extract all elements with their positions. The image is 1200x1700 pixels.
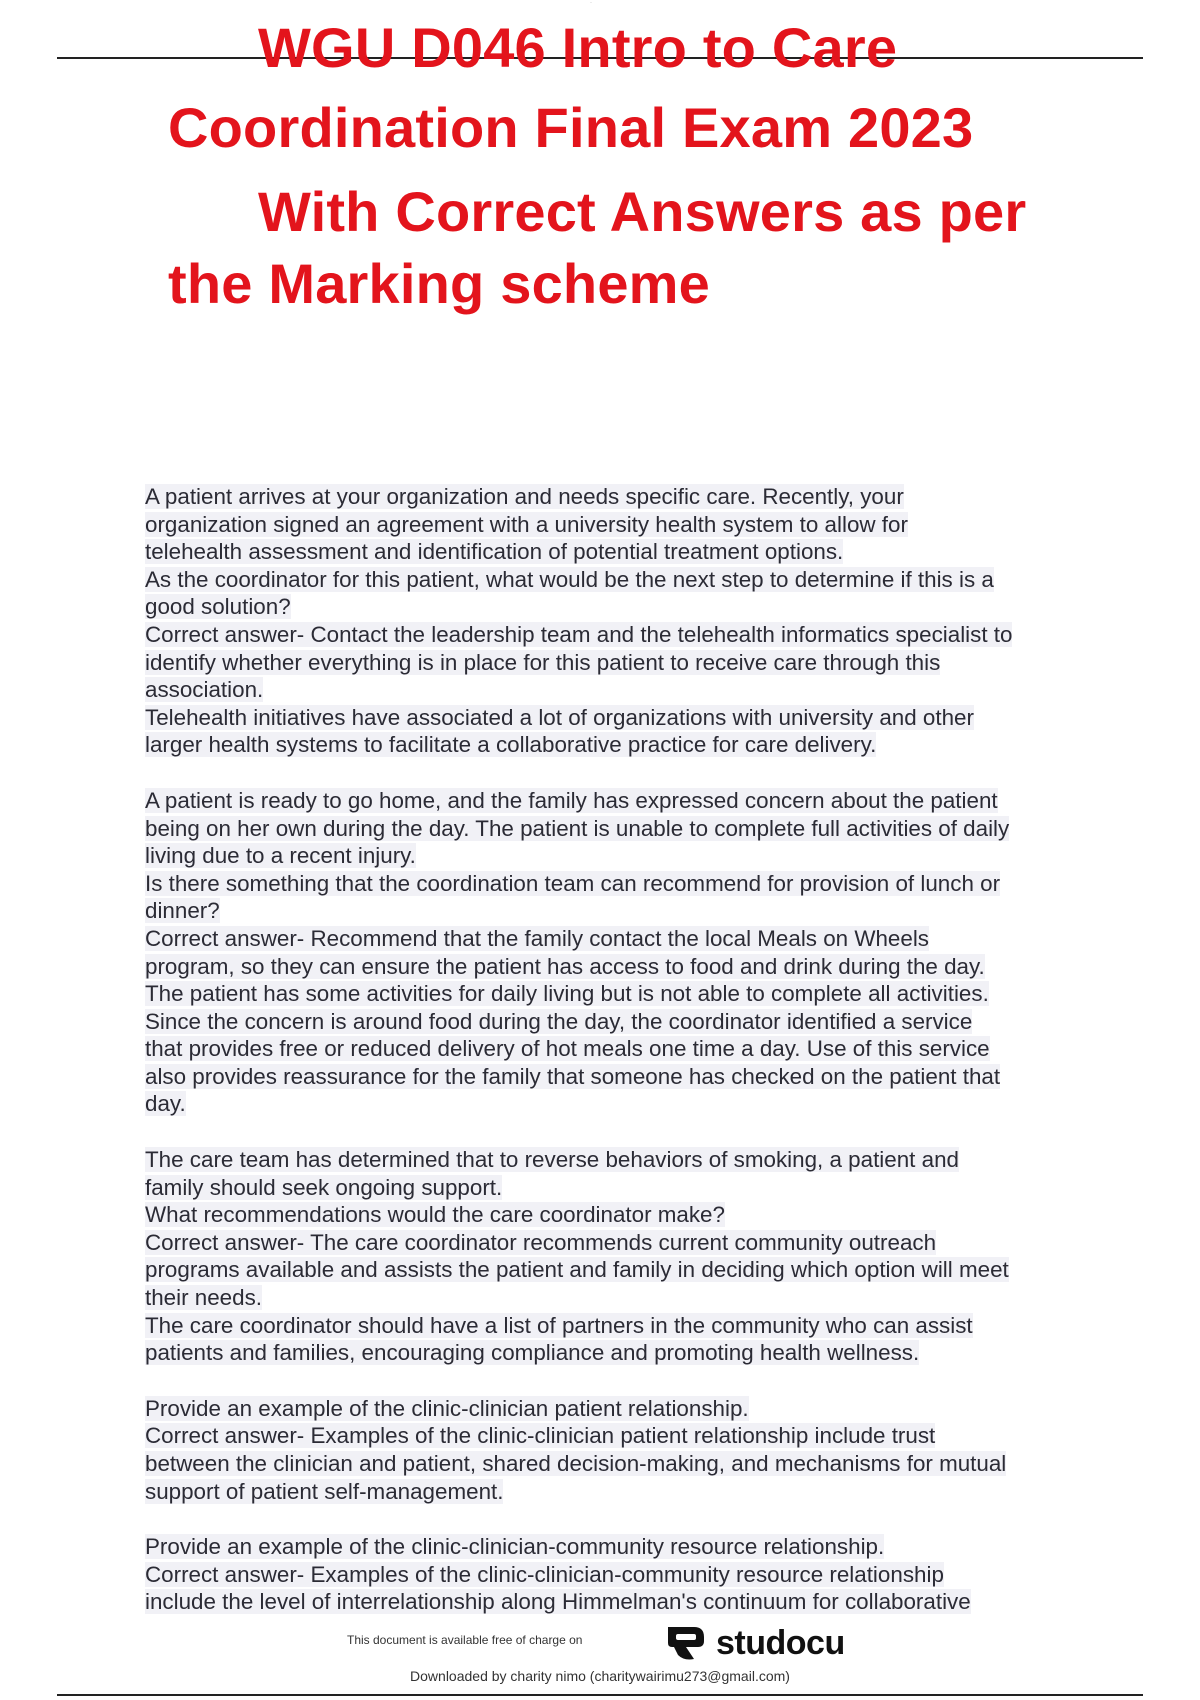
qa-item	[145, 1533, 1085, 1616]
qa-line-text: patients and families, encouraging compliance and promoting health wellness.	[145, 1340, 920, 1366]
qa-line	[145, 704, 1085, 732]
qa-line	[145, 676, 1085, 704]
qa-line-text: telehealth assessment and identification of potential treatment options.	[145, 539, 844, 565]
qa-line	[145, 1146, 1085, 1174]
qa-line	[145, 1478, 1085, 1506]
qa-line-text: family should seek ongoing support.	[145, 1174, 503, 1200]
qa-item	[145, 787, 1085, 1118]
qa-item	[145, 1395, 1085, 1505]
qa-line	[145, 1533, 1085, 1561]
qa-line	[145, 566, 1085, 594]
qa-line	[145, 1312, 1085, 1340]
title-line-3: With Correct Answers as per	[258, 180, 1027, 243]
qa-line	[145, 870, 1085, 898]
qa-line-text: The care team has determined that to reverse behaviors of smoking, a patient and	[145, 1147, 959, 1173]
qa-line	[145, 483, 1085, 511]
qa-line	[145, 731, 1085, 759]
qa-line	[145, 1174, 1085, 1202]
qa-line	[145, 1450, 1085, 1478]
qa-line-text: As the coordinator for this patient, what would be the next step to determine if this is a	[145, 566, 994, 592]
title-line-2: Coordination Final Exam 2023	[168, 96, 974, 159]
qa-line-text: living due to a recent injury.	[145, 843, 416, 869]
qa-line-text: Correct answer- Examples of the clinic-clinician-community resource relationship	[145, 1561, 944, 1587]
qa-line	[145, 1063, 1085, 1091]
qa-line	[145, 593, 1085, 621]
qa-line	[145, 1588, 1085, 1616]
qa-line	[145, 1229, 1085, 1257]
footer-rule	[57, 1694, 1143, 1696]
qa-line-text: Provide an example of the clinic-clinician-community resource relationship.	[145, 1534, 885, 1560]
qa-line	[145, 1008, 1085, 1036]
qa-line-text: being on her own during the day. The patient is unable to complete full activities of daily	[145, 815, 1010, 841]
qa-line	[145, 1090, 1085, 1118]
availability-note: This document is available free of charge on	[347, 1633, 583, 1647]
studocu-wordmark: studocu	[716, 1623, 845, 1662]
qa-line	[145, 1284, 1085, 1312]
qa-item	[145, 1146, 1085, 1367]
qa-item	[145, 483, 1085, 759]
qa-line	[145, 621, 1085, 649]
qa-line-text: program, so they can ensure the patient has access to food and drink during the day.	[145, 953, 985, 979]
qa-line-text: larger health systems to facilitate a collaborative practice for care delivery.	[145, 732, 877, 758]
page-top-mark: ·	[590, 0, 592, 6]
qa-line-text: Since the concern is around food during the day, the coordinator identified a service	[145, 1008, 973, 1034]
qa-line	[145, 511, 1085, 539]
qa-line-text: good solution?	[145, 594, 291, 620]
downloaded-by-note: Downloaded by charity nimo (charitywairimu273@gmail.com)	[410, 1668, 790, 1684]
qa-line-text: Correct answer- Recommend that the family contact the local Meals on Wheels	[145, 925, 930, 951]
qa-line	[145, 1035, 1085, 1063]
qa-line-text: Is there something that the coordination team can recommend for provision of lunch or	[145, 870, 1001, 896]
qa-line-text: that provides free or reduced delivery of hot meals one time a day. Use of this service	[145, 1036, 990, 1062]
qa-line-text: dinner?	[145, 898, 220, 924]
qa-line-text: A patient arrives at your organization and needs specific care. Recently, your	[145, 484, 904, 509]
qa-line	[145, 953, 1085, 981]
qa-content	[145, 483, 1085, 1644]
qa-line	[145, 815, 1085, 843]
studocu-brand[interactable]	[664, 1623, 845, 1663]
qa-line	[145, 1256, 1085, 1284]
qa-line-text: association.	[145, 677, 264, 703]
qa-line-text: programs available and assists the patient and family in deciding which option will meet	[145, 1257, 1009, 1283]
qa-line-text: identify whether everything is in place for this patient to receive care through this	[145, 649, 941, 675]
qa-line-text: Correct answer- Examples of the clinic-clinician patient relationship include trust	[145, 1423, 936, 1449]
qa-line-text: day.	[145, 1091, 186, 1117]
qa-line	[145, 1201, 1085, 1229]
qa-line	[145, 1395, 1085, 1423]
qa-line-text: support of patient self-management.	[145, 1478, 504, 1504]
title-line-4: the Marking scheme	[168, 252, 710, 315]
qa-line-text: organization signed an agreement with a university health system to allow for	[145, 511, 908, 537]
studocu-logo-icon	[664, 1623, 708, 1663]
document-title	[168, 8, 1128, 324]
qa-line	[145, 842, 1085, 870]
qa-line-text: also provides reassurance for the family that someone has checked on the patient that	[145, 1063, 1001, 1089]
qa-line	[145, 1422, 1085, 1450]
qa-line	[145, 649, 1085, 677]
qa-line	[145, 980, 1085, 1008]
qa-line-text: Correct answer- The care coordinator recommends current community outreach	[145, 1229, 937, 1255]
qa-line-text: Provide an example of the clinic-clinician patient relationship.	[145, 1395, 749, 1421]
qa-line-text: The care coordinator should have a list of partners in the community who can assist	[145, 1312, 973, 1338]
qa-line-text: A patient is ready to go home, and the family has expressed concern about the patient	[145, 787, 998, 813]
qa-line-text: their needs.	[145, 1285, 263, 1311]
qa-line	[145, 897, 1085, 925]
qa-line-text: Telehealth initiatives have associated a lot of organizations with university and other	[145, 704, 974, 730]
qa-line-text: What recommendations would the care coordinator make?	[145, 1202, 725, 1228]
title-line-1: WGU D046 Intro to Care	[258, 16, 898, 79]
qa-line	[145, 787, 1085, 815]
qa-line	[145, 538, 1085, 566]
qa-line	[145, 1339, 1085, 1367]
qa-line	[145, 925, 1085, 953]
qa-line-text: include the level of interrelationship along Himmelman's continuum for collaborative	[145, 1589, 971, 1615]
qa-line-text: between the clinician and patient, shared decision-making, and mechanisms for mutual	[145, 1451, 1007, 1476]
qa-line-text: Correct answer- Contact the leadership team and the telehealth informatics specialist to	[145, 621, 1013, 647]
qa-line-text: The patient has some activities for daily living but is not able to complete all activities.	[145, 981, 989, 1007]
qa-line	[145, 1561, 1085, 1589]
